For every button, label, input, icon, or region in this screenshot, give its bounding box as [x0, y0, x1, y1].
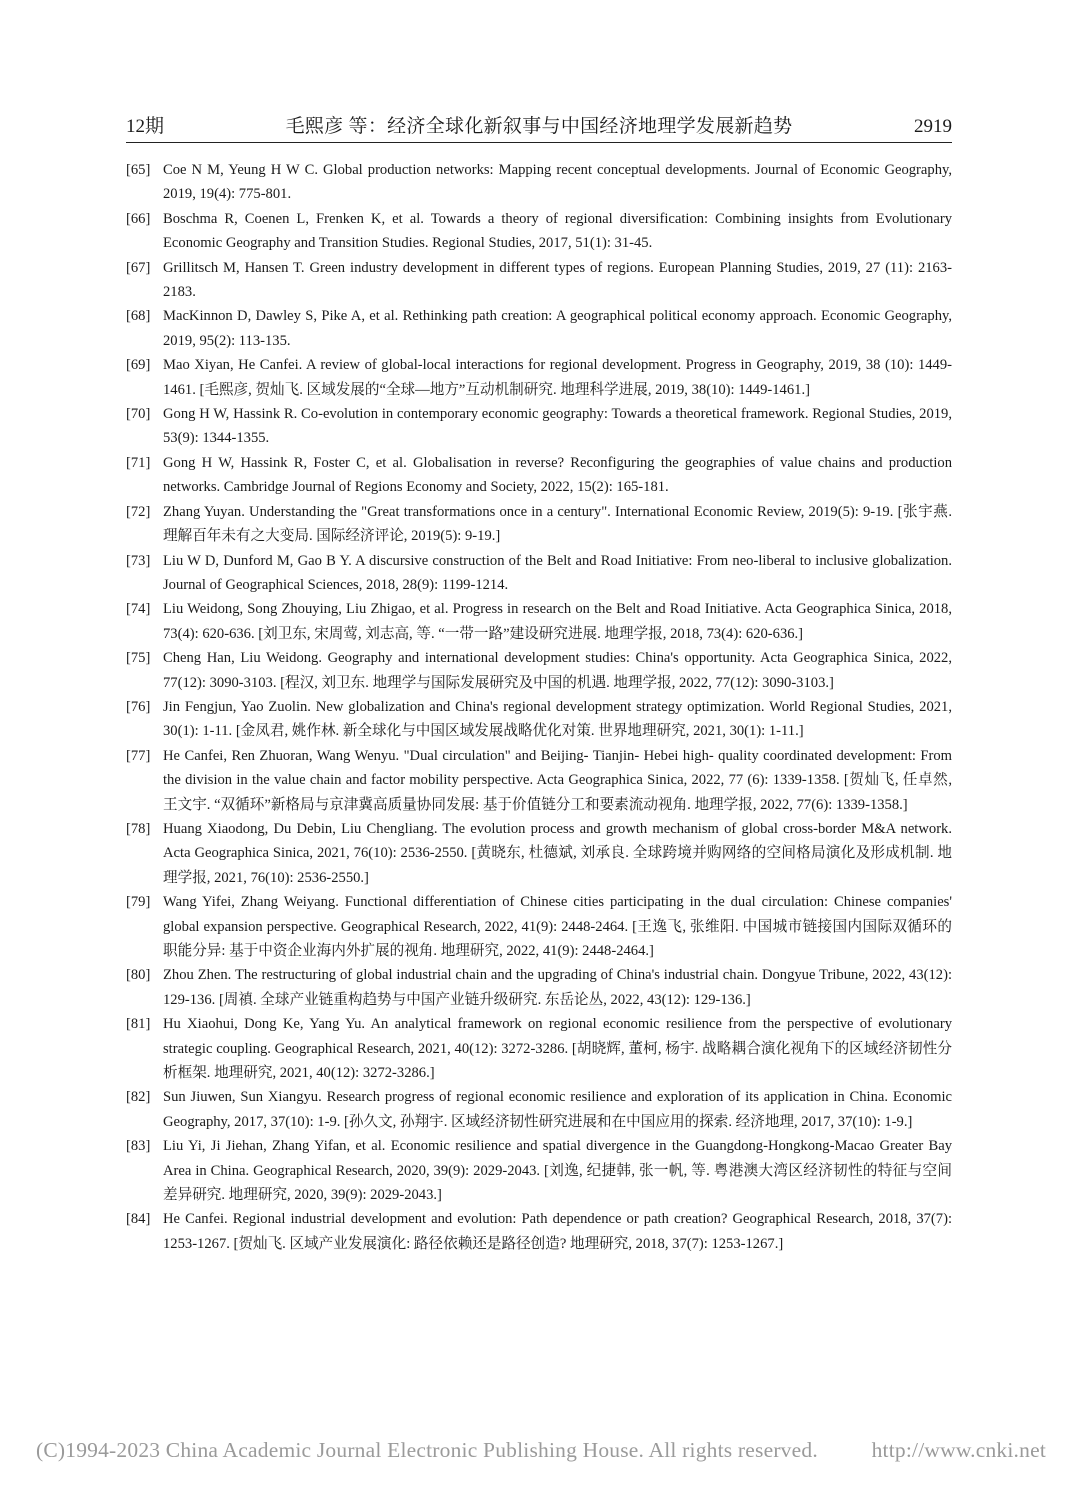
running-title: 毛熙彦 等：经济全球化新叙事与中国经济地理学发展新趋势	[285, 116, 793, 137]
reference-item	[126, 646, 952, 695]
reference-item	[126, 500, 952, 549]
page-number: 2919	[914, 116, 952, 137]
reference-item	[126, 695, 952, 744]
reference-number: [70]	[126, 406, 151, 423]
reference-item	[126, 402, 952, 451]
reference-number: [69]	[126, 357, 151, 374]
reference-number: [73]	[126, 552, 151, 569]
reference-text: MacKinnon D, Dawley S, Pike A, et al. Rethinking path creation: A geographical political economy approach. Economic Geography, 2019, 95(2): 113-135.	[163, 308, 952, 349]
reference-text: He Canfei. Regional industrial development and evolution: Path dependence or path creation? Geographical Research, 2018, 37(7): 1253-1267. [贺灿飞. 区域产业发展演化: 路径依赖还是路径创造? 地理研究, 2018, 37(7): 1253-1267.]	[163, 1211, 952, 1252]
reference-text: Sun Jiuwen, Sun Xiangyu. Research progress of regional economic resilience and exploration of its application in China. Economic Geography, 2017, 37(10): 1-9. [孙久文, 孙翔宇. 区域经济韧性研究进展和在中国应用的探索. 经济地理, 2017, 37(10): 1-9.]	[163, 1089, 952, 1130]
reference-number: [74]	[126, 601, 151, 618]
reference-item	[126, 207, 952, 256]
reference-number: [79]	[126, 894, 151, 911]
reference-text: Gong H W, Hassink R. Co-evolution in contemporary economic geography: Towards a theoretical framework. Regional Studies, 2019, 53(9): 1344-1355.	[163, 406, 952, 447]
reference-item	[126, 1085, 952, 1134]
header-rule	[126, 142, 952, 143]
page-footer	[36, 1438, 1046, 1463]
reference-text: Boschma R, Coenen L, Frenken K, et al. Towards a theory of regional diversification: Combining insights from Evolutionary Economic Geography and Transition Studies. Regional Studies, 2017, 51(1): 31-45.	[163, 210, 952, 252]
reference-item	[126, 890, 952, 963]
reference-text: Grillitsch M, Hansen T. Green industry development in different types of regions. European Planning Studies, 2019, 27 (11): 2163-2183.	[163, 259, 952, 301]
reference-text: Hu Xiaohui, Dong Ke, Yang Yu. An analytical framework on regional economic resilience from the perspective of evolutionary strategic coupling. Geographical Research, 2021, 40(12): 3272-3286. [胡晓辉, 董柯, 杨宇. 战略耦合演化视角下的区域经济韧性分析框架. 地理研究, 2021, 40(12): 3272-3286.]	[163, 1016, 952, 1082]
reference-item	[126, 597, 952, 646]
reference-text: Liu W D, Dunford M, Gao B Y. A discursive construction of the Belt and Road Initiative: From neo-liberal to inclusive globalization. Journal of Geographical Sciences, 2018, 28(9): 1199-1214.	[163, 552, 952, 593]
reference-number: [80]	[126, 967, 151, 984]
reference-number: [81]	[126, 1016, 151, 1033]
reference-number: [76]	[126, 698, 151, 715]
reference-item	[126, 549, 952, 598]
reference-item	[126, 744, 952, 817]
reference-text: Zhou Zhen. The restructuring of global industrial chain and the upgrading of China's industrial chain. Dongyue Tribune, 2022, 43(12): 129-136. [周禛. 全球产业链重构趋势与中国产业链升级研究. 东岳论丛, 2022, 43(12): 129-136.]	[163, 967, 952, 1008]
reference-text: Wang Yifei, Zhang Weiyang. Functional differentiation of Chinese cities participating in the dual circulation: Chinese companies' global expansion perspective. Geographical Research, 2022, 41(9): 2448-2464. [王逸飞, 张维阳. 中国城市链接国内国际双循环的职能分异: 基于中资企业海内外扩展的视角. 地理研究, 2022, 41(9): 2448-2464.]	[163, 894, 952, 959]
reference-number: [82]	[126, 1089, 151, 1106]
reference-item	[126, 1207, 952, 1256]
reference-number: [65]	[126, 162, 151, 178]
reference-item	[126, 304, 952, 353]
reference-number: [67]	[126, 259, 151, 276]
reference-text: Cheng Han, Liu Weidong. Geography and international development studies: China's opportunity. Acta Geographica Sinica, 2022, 77(12): 3090-3103. [程汉, 刘卫东. 地理学与国际发展研究及中国的机遇. 地理学报, 2022, 77(12): 3090-3103.]	[163, 650, 952, 691]
reference-number: [66]	[126, 210, 151, 227]
reference-text: Jin Fengjun, Yao Zuolin. New globalization and China's regional development strategy optimization. World Regional Studies, 2021, 30(1): 1-11. [金凤君, 姚作林. 新全球化与中国区域发展战略优化对策. 世界地理研究, 2021, 30(1): 1-11.]	[163, 698, 952, 740]
copyright-notice: (C)1994-2023 China Academic Journal Electronic Publishing House. All rights reserved.	[36, 1438, 818, 1462]
reference-number: [71]	[126, 454, 151, 471]
reference-item	[126, 1012, 952, 1085]
reference-number: [68]	[126, 308, 151, 325]
running-header	[126, 108, 952, 138]
reference-number: [75]	[126, 650, 151, 667]
reference-item	[126, 451, 952, 500]
reference-text: Gong H W, Hassink R, Foster C, et al. Globalisation in reverse? Reconfiguring the geographies of value chains and production networks. Cambridge Journal of Regions Economy and Society, 2022, 15(2): 165-181.	[163, 454, 952, 496]
reference-number: [83]	[126, 1138, 151, 1155]
reference-number: [84]	[126, 1211, 151, 1228]
reference-text: Mao Xiyan, He Canfei. A review of global-local interactions for regional development. Progress in Geography, 2019, 38 (10): 1449-1461. [毛熙彦, 贺灿飞. 区域发展的“全球—地方”互动机制研究. 地理科学进展, 2019, 38(10): 1449-1461.]	[163, 357, 952, 398]
reference-number: [72]	[126, 503, 151, 520]
reference-text: Huang Xiaodong, Du Debin, Liu Chengliang. The evolution process and growth mechanism of global cross-border M&A network. Acta Geographica Sinica, 2021, 76(10): 2536-2550. [黄晓东, 杜德斌, 刘承良. 全球跨境并购网络的空间格局演化及形成机制. 地理学报, 2021, 76(10): 2536-2550.]	[163, 820, 952, 886]
reference-item	[126, 158, 952, 207]
reference-item	[126, 256, 952, 305]
reference-number: [77]	[126, 747, 151, 764]
reference-item	[126, 1134, 952, 1207]
reference-item	[126, 353, 952, 402]
footer-url[interactable]: http://www.cnki.net	[871, 1438, 1046, 1462]
reference-text: Liu Weidong, Song Zhouying, Liu Zhigao, et al. Progress in research on the Belt and Road Initiative. Acta Geographica Sinica, 2018, 73(4): 620-636. [刘卫东, 宋周莺, 刘志高, 等. “一带一路”建设研究进展. 地理学报, 2018, 73(4): 620-636.]	[163, 601, 952, 642]
reference-text: He Canfei, Ren Zhuoran, Wang Wenyu. "Dual circulation" and Beijing- Tianjin- Hebei high- quality coordinated development: From the division in the value chain and factor mobility perspective. Acta Geographica Sinica, 2022, 77 (6): 1339-1358. [贺灿飞, 任卓然, 王文宇. “双循环”新格局与京津冀高质量协同发展: 基于价值链分工和要素流动视角. 地理学报, 2022, 77(6): 1339-1358.]	[163, 747, 952, 813]
reference-text: Coe N M, Yeung H W C. Global production networks: Mapping recent conceptual developments. Journal of Economic Geography, 2019, 19(4): 775-801.	[163, 162, 952, 203]
reference-item	[126, 817, 952, 890]
reference-number: [78]	[126, 820, 151, 837]
reference-item	[126, 963, 952, 1012]
reference-text: Zhang Yuyan. Understanding the "Great transformations once in a century". International Economic Review, 2019(5): 9-19. [张宇燕. 理解百年未有之大变局. 国际经济评论, 2019(5): 9-19.]	[163, 503, 952, 545]
reference-list	[126, 158, 952, 1256]
reference-text: Liu Yi, Ji Jiehan, Zhang Yifan, et al. Economic resilience and spatial divergence in the Guangdong-Hongkong-Macao Greater Bay Area in China. Geographical Research, 2020, 39(9): 2029-2043. [刘逸, 纪捷韩, 张一帆, 等. 粤港澳大湾区经济韧性的特征与空间差异研究. 地理研究, 2020, 39(9): 2029-2043.]	[163, 1138, 952, 1204]
issue-number: 12期	[126, 116, 165, 137]
